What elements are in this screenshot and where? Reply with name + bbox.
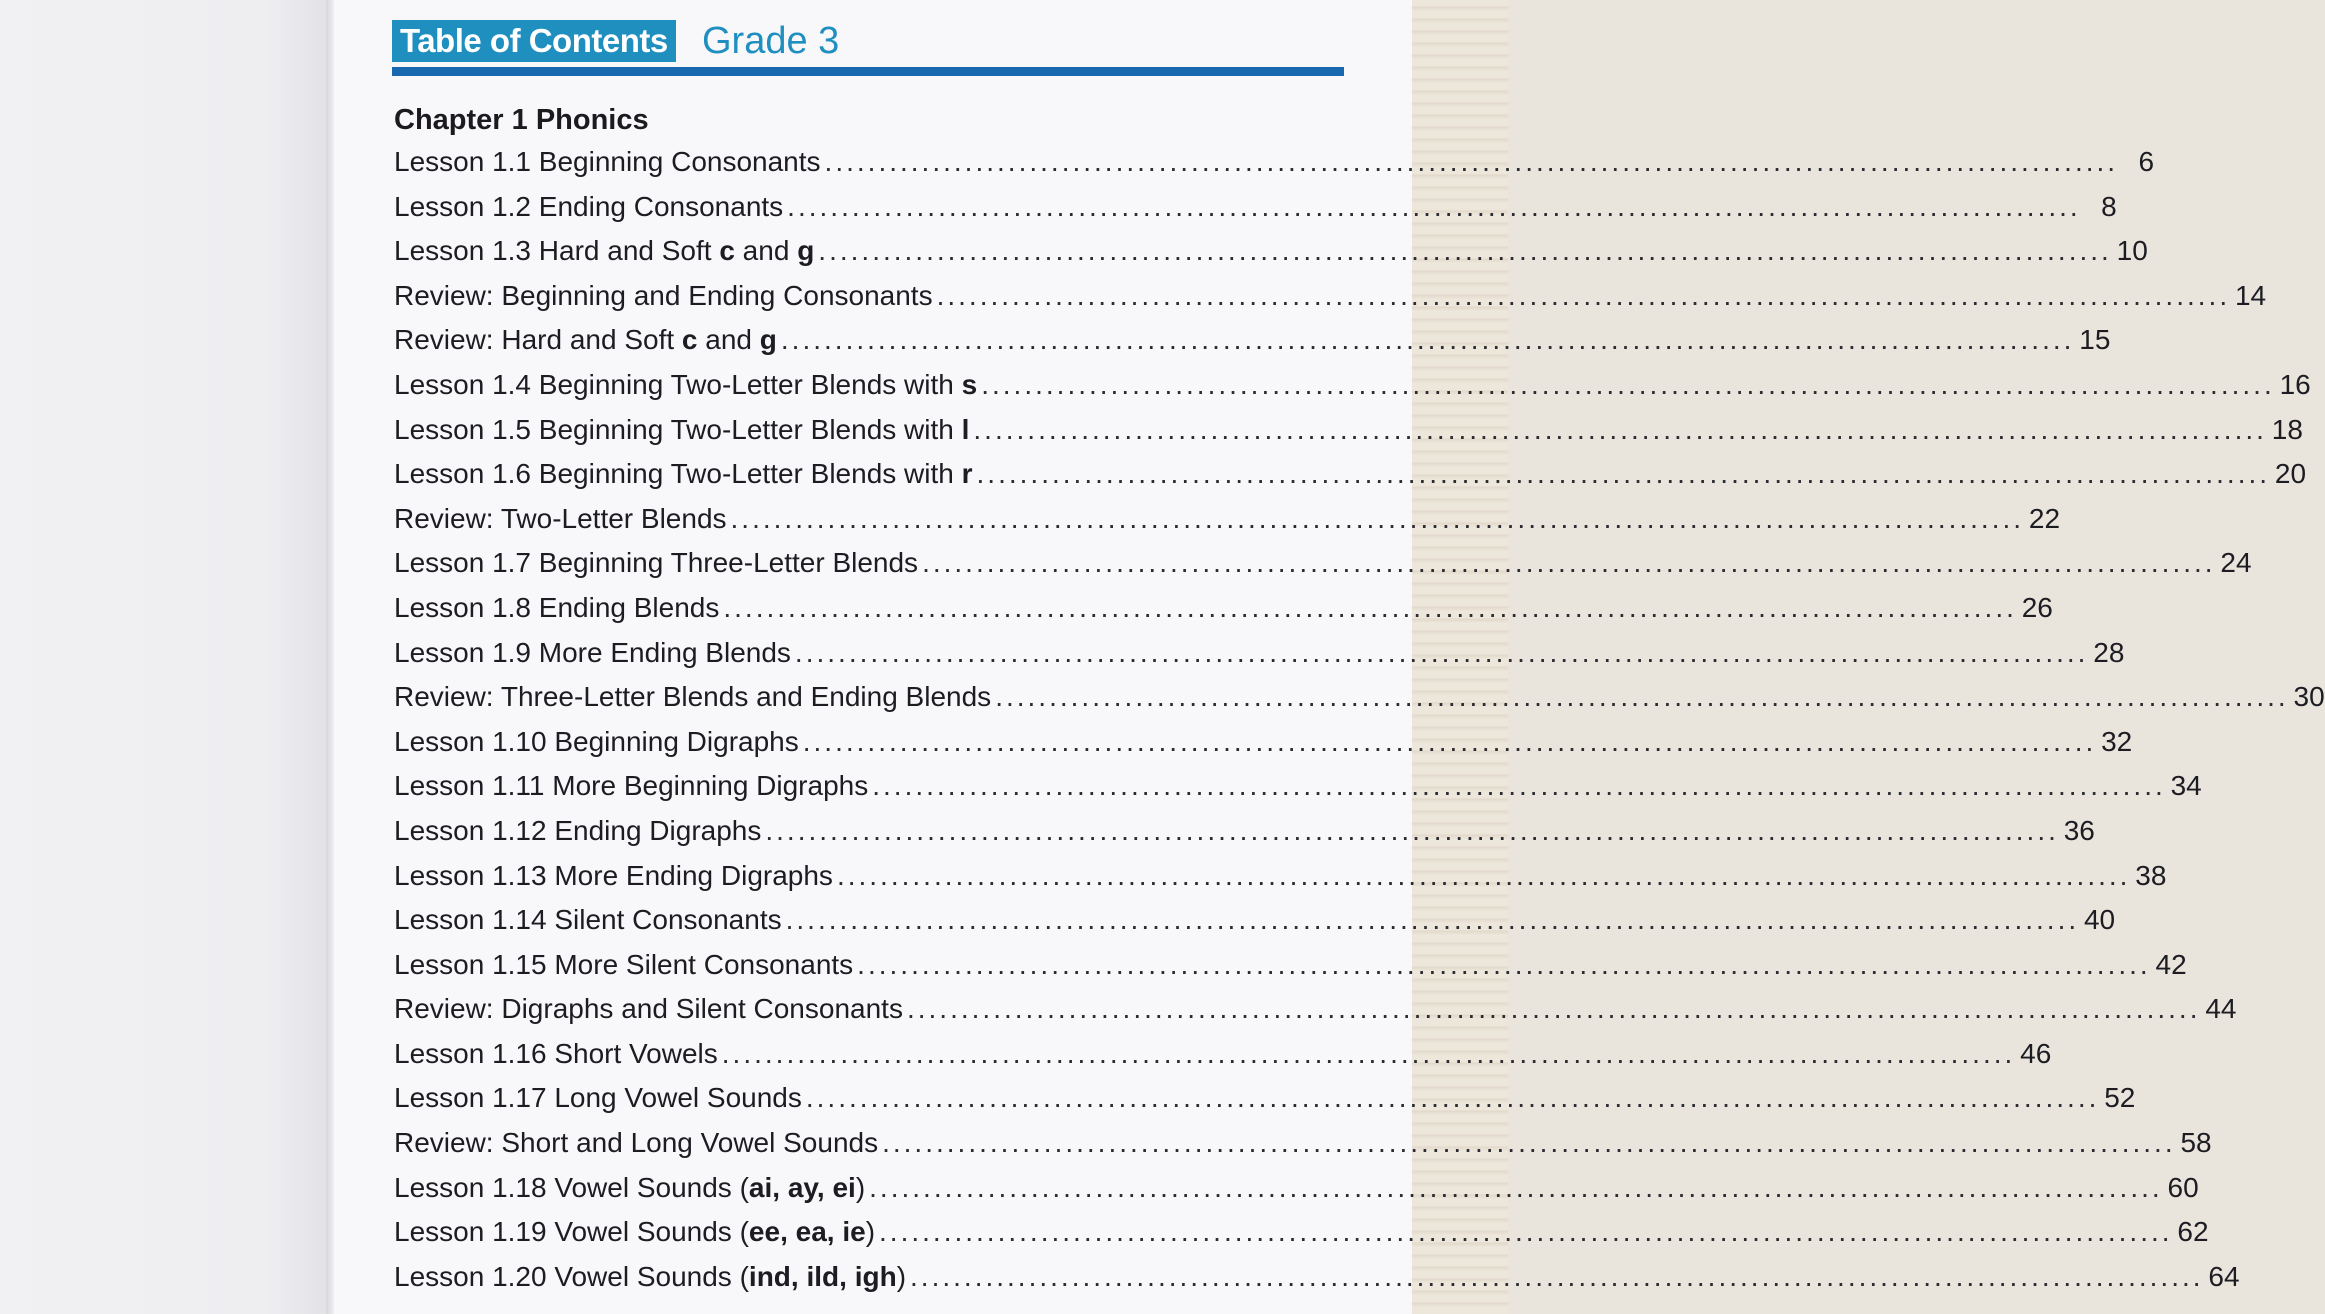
toc-entry-page: 36 <box>2063 814 2095 846</box>
toc-entry-title-text: Lesson 1.5 Beginning Two-Letter Blends with <box>394 413 962 445</box>
toc-entry-title <box>394 815 761 847</box>
toc-entry-title-text: Lesson 1.13 More Ending Digraphs <box>394 859 833 891</box>
dot-leader: ........................................................................................................................ <box>879 1216 2173 1248</box>
toc-entry-title <box>394 993 903 1025</box>
dot-leader: ........................................................................................................................ <box>794 636 2089 668</box>
toc-entry <box>394 1037 2052 1083</box>
toc-entry-title <box>394 637 791 669</box>
toc-entry-page: 60 <box>2167 1171 2199 1203</box>
left-page <box>0 0 332 1314</box>
toc-entry-title-text: Review: Digraphs and Silent Consonants <box>394 993 903 1025</box>
toc-entry <box>394 190 2117 236</box>
toc-entry-page: 64 <box>2208 1260 2240 1292</box>
toc-header <box>392 20 1344 78</box>
toc-entry-title-text: Lesson 1.18 Vowel Sounds ( <box>394 1171 749 1203</box>
toc-entry <box>394 1216 2209 1261</box>
toc-entry-page: 14 <box>2234 279 2267 311</box>
toc-entry-title-text: ) <box>896 1260 907 1292</box>
toc-entry-title-text: Review: Three-Letter Blends and Ending Blends <box>394 681 992 713</box>
toc-entry-page: 34 <box>2170 770 2202 802</box>
toc-entry-title-bold: c <box>681 324 698 356</box>
toc-entry-page: 32 <box>2101 725 2133 757</box>
toc-entry-title <box>394 949 853 981</box>
toc-entry-page: 52 <box>2104 1082 2136 1114</box>
toc-entry-title-text: Lesson 1.4 Beginning Two-Letter Blends with <box>394 368 962 400</box>
toc-entry-title <box>394 458 973 490</box>
toc-entry-title-text: Lesson 1.15 More Silent Consonants <box>394 948 854 980</box>
toc-badge: Table of Contents <box>392 20 676 62</box>
toc-entry-page: 40 <box>2083 904 2116 936</box>
dot-leader: ........................................................................................................................ <box>857 948 2151 980</box>
toc-entry-title-text: Review: Beginning and Ending Consonants <box>394 279 933 311</box>
toc-entry <box>394 591 2053 637</box>
dot-leader: ........................................................................................................................ <box>882 1127 2176 1159</box>
toc-list <box>394 146 2325 1305</box>
toc-entry-page: 38 <box>2135 859 2167 891</box>
dot-leader: ........................................................................................................................ <box>976 458 2271 490</box>
dot-leader: ........................................................................................................................ <box>936 279 2231 311</box>
toc-entry <box>394 502 2061 548</box>
toc-entry-title-text: ) <box>865 1216 876 1248</box>
toc-entry-page: 42 <box>2155 948 2187 980</box>
toc-entry-title-bold: ind, ild, igh <box>748 1260 897 1292</box>
dot-leader: ........................................................................................................................ <box>981 368 2275 400</box>
toc-entry-title <box>394 1261 906 1293</box>
toc-entry-page: 15 <box>2079 324 2111 356</box>
dot-leader: ........................................................................................................................ <box>973 413 2267 445</box>
toc-entry-title-bold: r <box>961 458 973 490</box>
toc-entry-title-text: Lesson 1.19 Vowel Sounds ( <box>394 1216 749 1248</box>
toc-entry-title-bold: ai, ay, ei <box>748 1171 856 1203</box>
toc-entry-title <box>394 1127 878 1159</box>
toc-entry-title-text: Lesson 1.8 Ending Blends <box>394 591 720 623</box>
toc-entry-title <box>394 904 782 936</box>
toc-entry <box>394 1260 2240 1306</box>
toc-entry-title-text: Lesson 1.3 Hard and Soft <box>394 235 720 267</box>
toc-entry-title <box>394 1082 802 1114</box>
toc-entry <box>394 948 2187 994</box>
toc-entry <box>394 725 2133 771</box>
toc-entry <box>394 993 2237 1038</box>
toc-entry-title-bold: s <box>961 368 978 400</box>
toc-entry-title <box>394 503 727 535</box>
toc-entry-title-bold: g <box>797 235 815 267</box>
dot-leader: ........................................................................................................................ <box>721 1037 2016 1069</box>
toc-entry-page: 62 <box>2177 1216 2209 1248</box>
toc-entry <box>394 904 2116 949</box>
toc-entry-title <box>394 235 814 267</box>
toc-entry <box>394 458 2307 503</box>
toc-entry-title-text: Lesson 1.2 Ending Consonants <box>394 190 784 222</box>
toc-entry-title-text: Lesson 1.10 Beginning Digraphs <box>394 725 799 757</box>
toc-entry <box>394 413 2303 459</box>
toc-entry-title-bold: c <box>719 235 735 267</box>
dot-leader: ........................................................................................................................ <box>872 770 2166 802</box>
toc-entry-title <box>394 191 783 223</box>
toc-entry-title-text: Lesson 1.17 Long Vowel Sounds <box>394 1082 802 1114</box>
toc-entry <box>394 279 2267 325</box>
dot-leader: ........................................................................................................................ <box>906 993 2201 1025</box>
toc-entry-title <box>394 726 799 758</box>
toc-entry-title-text: Lesson 1.1 Beginning Consonants <box>394 146 821 177</box>
toc-entry <box>394 636 2125 682</box>
toc-entry-title-text: and <box>697 324 760 356</box>
toc-entry-title-text: Lesson 1.9 More Ending Blends <box>394 636 791 668</box>
toc-entry-page: 28 <box>2093 636 2125 668</box>
toc-entry-page: 10 <box>2116 235 2148 267</box>
toc-entry-title-bold: l <box>961 413 970 445</box>
toc-entry-title <box>394 681 991 713</box>
toc-entry-title-text: Lesson 1.7 Beginning Three-Letter Blends <box>394 547 919 579</box>
toc-entry-page: 58 <box>2180 1127 2212 1159</box>
dot-leader: ........................................................................................................................ <box>836 859 2131 891</box>
toc-entry-title-bold: g <box>759 324 777 356</box>
toc-entry-title-text: Lesson 1.14 Silent Consonants <box>394 904 782 936</box>
toc-entry-title <box>394 770 868 802</box>
toc-entry-title-text: Lesson 1.11 More Beginning Digraphs <box>394 770 869 802</box>
toc-entry <box>394 681 2325 726</box>
toc-entry <box>394 1171 2199 1217</box>
dot-leader: ........................................................................................................................ <box>765 814 2059 846</box>
toc-entry-page: 20 <box>2274 458 2307 490</box>
toc-entry-title-text: Review: Short and Long Vowel Sounds <box>394 1127 879 1159</box>
toc-entry-page: 16 <box>2279 368 2311 400</box>
toc-entry-page: 22 <box>2028 502 2061 534</box>
toc-entry-title <box>394 1038 718 1070</box>
toc-entry-title <box>394 1216 875 1248</box>
toc-entry-title-text: Review: Two-Letter Blends <box>394 502 727 534</box>
toc-entry-page: 30 <box>2293 681 2325 713</box>
grade-label: Grade 3 <box>702 20 840 62</box>
dot-leader: ........................................................................................................................ <box>995 681 2289 713</box>
toc-entry-title-text: Lesson 1.16 Short Vowels <box>394 1037 718 1069</box>
toc-entry <box>394 859 2167 905</box>
dot-leader: ........................................................................................................................ <box>723 591 2017 623</box>
dot-leader: ........................................................................................................................ <box>787 190 2081 222</box>
toc-entry <box>394 1127 2212 1172</box>
toc-entry-title <box>394 1172 865 1204</box>
toc-entry <box>394 814 2095 860</box>
toc-entry <box>394 146 2155 191</box>
toc-entry-page: 18 <box>2271 413 2303 445</box>
toc-entry-page: 24 <box>2220 547 2252 579</box>
toc-entry-page: 44 <box>2205 993 2237 1025</box>
toc-entry-title-bold: ee, ea, ie <box>748 1216 866 1248</box>
toc-entry-title-text: and <box>734 235 798 267</box>
toc-entry-title-text: Review: Hard and Soft <box>394 324 682 356</box>
dot-leader: ........................................................................................................................ <box>824 146 2119 177</box>
toc-entry <box>394 368 2311 414</box>
dot-leader: ........................................................................................................................ <box>922 547 2216 579</box>
toc-entry-title <box>394 860 833 892</box>
toc-entry-title <box>394 369 977 401</box>
toc-entry <box>394 770 2202 815</box>
toc-entry-title <box>394 280 933 312</box>
toc-entry-title <box>394 414 969 446</box>
toc-entry <box>394 324 2111 369</box>
dot-leader: ........................................................................................................................ <box>910 1260 2204 1292</box>
dot-leader: ........................................................................................................................ <box>805 1082 2100 1114</box>
toc-entry-title <box>394 146 821 178</box>
toc-entry-page: 6 <box>2138 146 2155 177</box>
chapter-title: Chapter 1 Phonics <box>394 104 649 136</box>
toc-entry <box>394 235 2148 280</box>
dot-leader: ........................................................................................................................ <box>869 1171 2163 1203</box>
toc-entry-page: 46 <box>2020 1037 2052 1069</box>
dot-leader: ........................................................................................................................ <box>818 235 2112 267</box>
toc-entry-title-text: Lesson 1.12 Ending Digraphs <box>394 814 762 846</box>
toc-entry-page: 8 <box>2101 190 2117 222</box>
toc-entry <box>394 1082 2136 1127</box>
dot-leader: ........................................................................................................................ <box>730 502 2025 534</box>
toc-entry-page: 26 <box>2021 591 2053 623</box>
dot-leader: ........................................................................................................................ <box>780 324 2075 356</box>
toc-entry-title <box>394 324 777 356</box>
toc-entry-title <box>394 547 918 579</box>
toc-entry-title-text: Lesson 1.6 Beginning Two-Letter Blends with <box>394 458 962 490</box>
dot-leader: ........................................................................................................................ <box>785 904 2080 936</box>
toc-entry-title-text: Lesson 1.20 Vowel Sounds ( <box>394 1260 749 1292</box>
header-rule <box>392 67 1344 76</box>
toc-entry <box>394 547 2252 592</box>
toc-entry-title-text: ) <box>855 1171 866 1203</box>
toc-entry-title <box>394 592 719 624</box>
dot-leader: ........................................................................................................................ <box>802 725 2097 757</box>
